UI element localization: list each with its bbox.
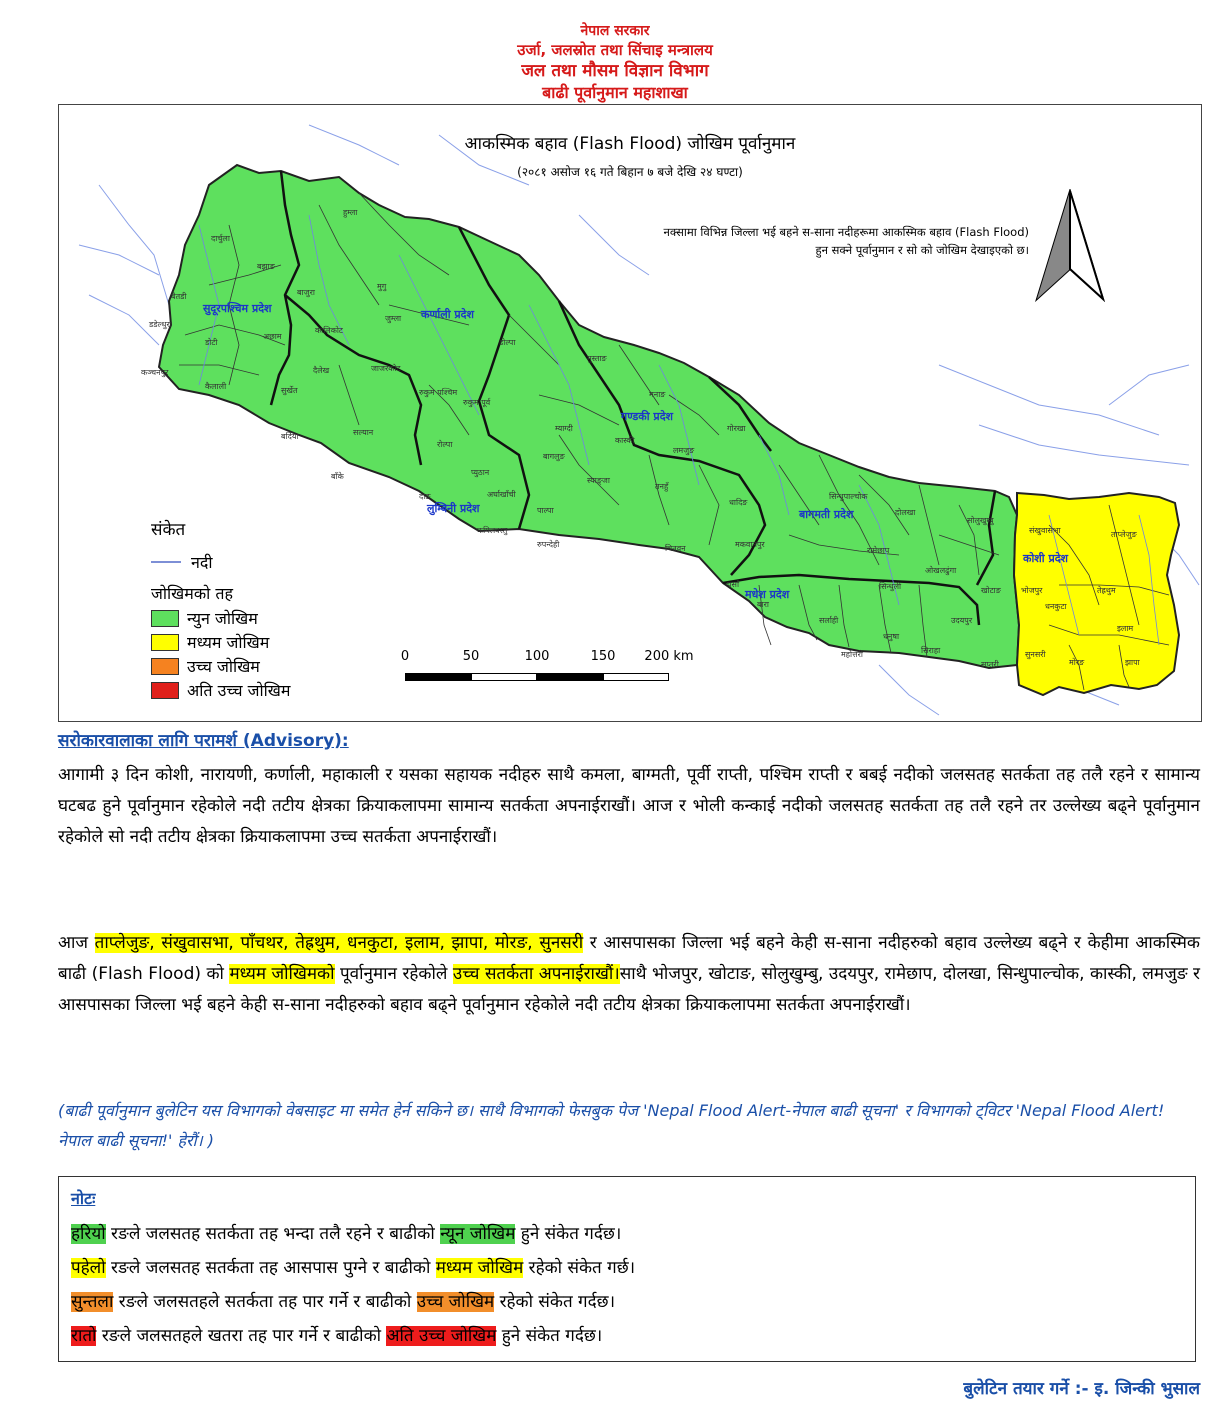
district-label: मकवानपुर (735, 540, 765, 549)
district-label: कालिकोट (315, 326, 343, 335)
district-label: संखुवासभा (1029, 526, 1061, 535)
district-label: डोल्पा (499, 338, 516, 347)
legend-level-label: न्युन जोखिम (187, 609, 258, 628)
division-name: बाढी पूर्वानुमान महाशाखा (542, 83, 688, 102)
scale-label: 50 (462, 649, 480, 664)
province-label-koshi: कोशी प्रदेश (1023, 552, 1069, 565)
district-label: इलाम (1117, 624, 1134, 633)
gov-name: नेपाल सरकार (580, 23, 650, 39)
scale-segment (471, 673, 537, 681)
legend-level-row (151, 678, 290, 702)
low-risk-swatch (151, 610, 179, 627)
advisory-paragraph-1: आगामी ३ दिन कोशी, नारायणी, कर्णाली, महाकाली र यसका सहायक नदीहरु साथै कमला, बाग्मती, पूर्वी राप्ती, पश्चिम राप्ती र बबई नदीको जलसतह सतर्कता तह तलै रहने र सामान्य घटबढ हुने पूर्वानुमान रहेकोले नदी तटीय क्षेत्रका क्रियाकलापमा सामान्य सतर्कता अपनाईराखौं। आज र भोली कन्काई नदीको जलसतह सतर्कता तह तलै रहने तर उल्लेख्य बढ्ने पूर्वानुमान रहेकोले सो नदी तटीय क्षेत्रका क्रियाकलापमा उच्च सतर्कता अपनाईराखौं। (58, 765, 1200, 847)
district-label: सिन्धुली (879, 582, 902, 591)
district-label: उदयपुर (951, 616, 973, 625)
highlighted-risk-level: मध्यम जोखिमको (229, 964, 335, 984)
district-label: सप्तरी (981, 660, 999, 669)
highlighted-action: उच्च सतर्कता अपनाईराखौं। (452, 964, 620, 984)
district-label: सुनसरी (1025, 650, 1046, 659)
river-line-icon (151, 561, 181, 563)
scale-label: 200 km (644, 649, 694, 664)
advisory-paragraph-2 (58, 928, 1200, 1021)
district-label: भोजपुर (1021, 586, 1043, 595)
note-text: रङले जलसतहले सतर्कता तह पार गर्ने र बाढीको (113, 1292, 417, 1312)
para2-text: र आसपासका जिल्ला भई बहने केही स-साना नदीहरुको बहाव उल्लेख्य बढ्ने र केहीमा आकस्मिक बाढी (Flash Flood) को (58, 933, 1200, 984)
very-high-risk-swatch (151, 682, 179, 699)
province-label-sudurpashchim: सुदूरपश्चिम प्रदेश (203, 302, 272, 315)
north-arrow-icon (1035, 189, 1105, 304)
district-label: रामेछाप (867, 546, 890, 555)
district-label: मोरङ (1069, 658, 1085, 667)
district-label: सिराहा (921, 646, 941, 655)
district-label: सोलुखुम्बु (967, 516, 994, 525)
note-row (71, 1289, 615, 1315)
district-label: रोल्पा (437, 440, 453, 449)
map-title: आकस्मिक बहाव (Flash Flood) जोखिम पूर्वानुमान (464, 134, 796, 154)
flood-risk-map (58, 104, 1202, 722)
district-label: सल्यान (353, 428, 374, 437)
district-label: तेह्रथुम (1097, 586, 1116, 595)
district-label: सर्लाही (819, 616, 839, 625)
scale-label: 100 (524, 649, 550, 664)
orange-color-word: सुन्तला (71, 1292, 114, 1312)
district-label: जुम्ला (385, 314, 402, 323)
note-text: हुने संकेत गर्दछ। (496, 1326, 603, 1346)
district-label: प्युठान (471, 468, 490, 477)
district-label: बाजुरा (297, 288, 315, 297)
note-row (71, 1323, 602, 1349)
district-label: बझाङ (257, 262, 275, 271)
legend-level-row (151, 630, 290, 654)
high-risk-label: उच्च जोखिम (416, 1292, 495, 1312)
medium-risk-swatch (151, 634, 179, 651)
district-label: गोरखा (727, 424, 746, 433)
green-color-word: हरियो (71, 1224, 106, 1244)
scale-segment (405, 673, 471, 681)
district-label: रुपन्देही (537, 540, 560, 549)
legend-level-row (151, 606, 290, 630)
district-label: धनुषा (883, 632, 900, 641)
district-label: चितवन (665, 544, 686, 553)
note-text: रङले जलसतह सतर्कता तह आसपास पुग्ने र बाढीको (105, 1258, 436, 1278)
medium-risk-label: मध्यम जोखिम (435, 1258, 524, 1278)
district-label: डोटी (205, 338, 218, 347)
para2-text: साथै भोजपुर, खोटाङ, सोलुखुम्बु, उदयपुर, रामेछाप, दोलखा, सिन्धुपाल्चोक, कास्की, लमजुङ र आसपासका जिल्ला भई बहने केही स-साना नदीहरुको बहाव बढ्ने पूर्वानुमान रहेकोले नदी तटीय क्षेत्रका क्रियाकलापमा सतर्कता अपनाईराखौं। (58, 964, 1200, 1015)
district-label: मुगु (377, 282, 387, 291)
district-label: तनहुँ (655, 482, 669, 491)
legend-river-label: नदी (191, 553, 213, 572)
prepared-by: बुलेटिन तयार गर्ने :- इ. जिन्की भुसाल (963, 1379, 1200, 1399)
district-label: दैलेख (313, 366, 330, 375)
district-label: कास्की (615, 436, 635, 445)
district-label: बर्दिया (281, 432, 299, 441)
map-legend (151, 517, 290, 702)
district-label: अर्घाखाँची (487, 490, 516, 499)
district-label: स्याङ्जा (587, 476, 610, 485)
scale-segment (603, 673, 669, 681)
note-box (58, 1176, 1196, 1362)
legend-levels-title: जोखिमको तह (151, 584, 233, 603)
scale-label: 0 (400, 649, 410, 664)
legend-title: संकेत (151, 520, 186, 540)
province-label-bagmati: बागमती प्रदेश (799, 508, 854, 521)
yellow-color-word: पहेलो (71, 1258, 106, 1278)
district-label: हुम्ला (343, 208, 358, 217)
very-high-risk-label: अति उच्च जोखिम (386, 1326, 497, 1346)
province-label-madhesh: मधेश प्रदेश (745, 588, 790, 601)
district-label: बारा (757, 600, 769, 609)
district-label: पाल्पा (537, 506, 554, 515)
district-label: बाँके (331, 472, 344, 481)
district-label: ताप्लेजुङ (1111, 530, 1137, 539)
legend-level-row (151, 654, 290, 678)
para2-text: पूर्वानुमान रहेकोले (334, 964, 453, 984)
district-label: म्याग्दी (555, 424, 573, 433)
province-label-lumbini: लुम्बिनी प्रदेश (427, 502, 480, 515)
district-label: पर्सा (727, 580, 740, 589)
district-label: रुकुम पश्चिम (419, 388, 458, 397)
map-note: नक्सामा विभिन्न जिल्ला भई बहने स-साना नदीहरूमा आकस्मिक बहाव (Flash Flood) हुन सक्ने पूर्वानुमान र सो को जोखिम देखाइएको छ। (663, 225, 1029, 257)
district-label: कञ्चनपुर (141, 368, 169, 377)
map-subtitle: (२०८१ असोज १६ गते बिहान ७ बजे देखि २४ घण्टा) (517, 165, 743, 179)
province-label-gandaki: गण्डकी प्रदेश (621, 410, 674, 423)
district-label: जाजरकोट (371, 364, 401, 373)
note-text: रङले जलसतह सतर्कता तह भन्दा तलै रहने र बाढीको (105, 1224, 441, 1244)
scale-segment (537, 673, 603, 681)
district-label: कैलाली (205, 382, 227, 391)
note-text: हुने संकेत गर्दछ। (515, 1224, 622, 1244)
note-row (71, 1221, 621, 1247)
website-note: (बाढी पूर्वानुमान बुलेटिन यस विभागको वेबसाइट मा समेत हेर्न सकिने छ। साथै विभागको फेसबुक पेज 'Nepal Flood Alert-नेपाल बाढी सूचना' र विभागको ट्विटर 'Nepal Flood Alert! नेपाल बाढी सूचना!' हेरौं। ) (58, 1101, 1165, 1150)
district-label: दार्चुला (211, 234, 230, 243)
district-label: कपिलवस्तु (477, 526, 508, 535)
legend-level-label: मध्यम जोखिम (187, 633, 270, 652)
district-label: रुकुम पूर्व (463, 398, 491, 407)
district-label: डडेल्धुरा (149, 320, 172, 329)
district-label: खोटाङ (981, 586, 1001, 595)
province-label-karnali: कर्णाली प्रदेश (421, 308, 474, 321)
district-label: मुस्ताङ (587, 354, 607, 363)
note-text: रहेको संकेत गर्छ। (523, 1258, 636, 1278)
note-text: रङले जलसतहले खतरा तह पार गर्ने र बाढीको (96, 1326, 387, 1346)
district-label: दाङ (419, 492, 431, 501)
bulletin-header (0, 22, 1230, 103)
note-text: रहेको संकेत गर्दछ। (494, 1292, 616, 1312)
district-label: बैतडी (171, 292, 187, 301)
district-label: मनाङ (649, 390, 666, 399)
advisory-heading: सरोकारवालाका लागि परामर्श (Advisory): (58, 731, 349, 751)
district-label: धनकुटा (1045, 602, 1067, 611)
note-heading: नोटः (71, 1189, 96, 1208)
district-label: दोलखा (895, 508, 916, 517)
red-color-word: रातो (71, 1326, 97, 1346)
legend-river-row (151, 550, 290, 574)
department-name: जल तथा मौसम विज्ञान विभाग (521, 61, 709, 81)
legend-level-label: उच्च जोखिम (187, 657, 260, 676)
district-label: बागलुङ (543, 452, 565, 461)
high-risk-swatch (151, 658, 179, 675)
para2-text: आज (58, 933, 95, 953)
low-risk-label: न्यून जोखिम (440, 1224, 516, 1244)
scale-label: 150 (590, 649, 616, 664)
highlighted-districts: ताप्लेजुङ, संखुवासभा, पाँचथर, तेह्रथुम, धनकुटा, इलाम, झापा, मोरङ, सुनसरी (94, 933, 584, 953)
scale-bar (400, 649, 694, 693)
district-label: सिन्धुपाल्चोक (829, 492, 868, 501)
district-label: अछाम (263, 332, 282, 341)
ministry-name: उर्जा, जलस्रोत तथा सिंचाइ मन्त्रालय (517, 41, 713, 59)
district-label: धादिङ (729, 498, 748, 507)
district-label: झापा (1125, 658, 1140, 667)
district-label: ओखलढुंगा (925, 566, 957, 575)
district-label: लमजुङ (673, 446, 695, 455)
note-row (71, 1255, 635, 1281)
district-label: महोत्तरी (841, 650, 863, 659)
district-label: सुर्खेत (281, 386, 298, 395)
legend-level-label: अति उच्च जोखिम (187, 681, 291, 700)
